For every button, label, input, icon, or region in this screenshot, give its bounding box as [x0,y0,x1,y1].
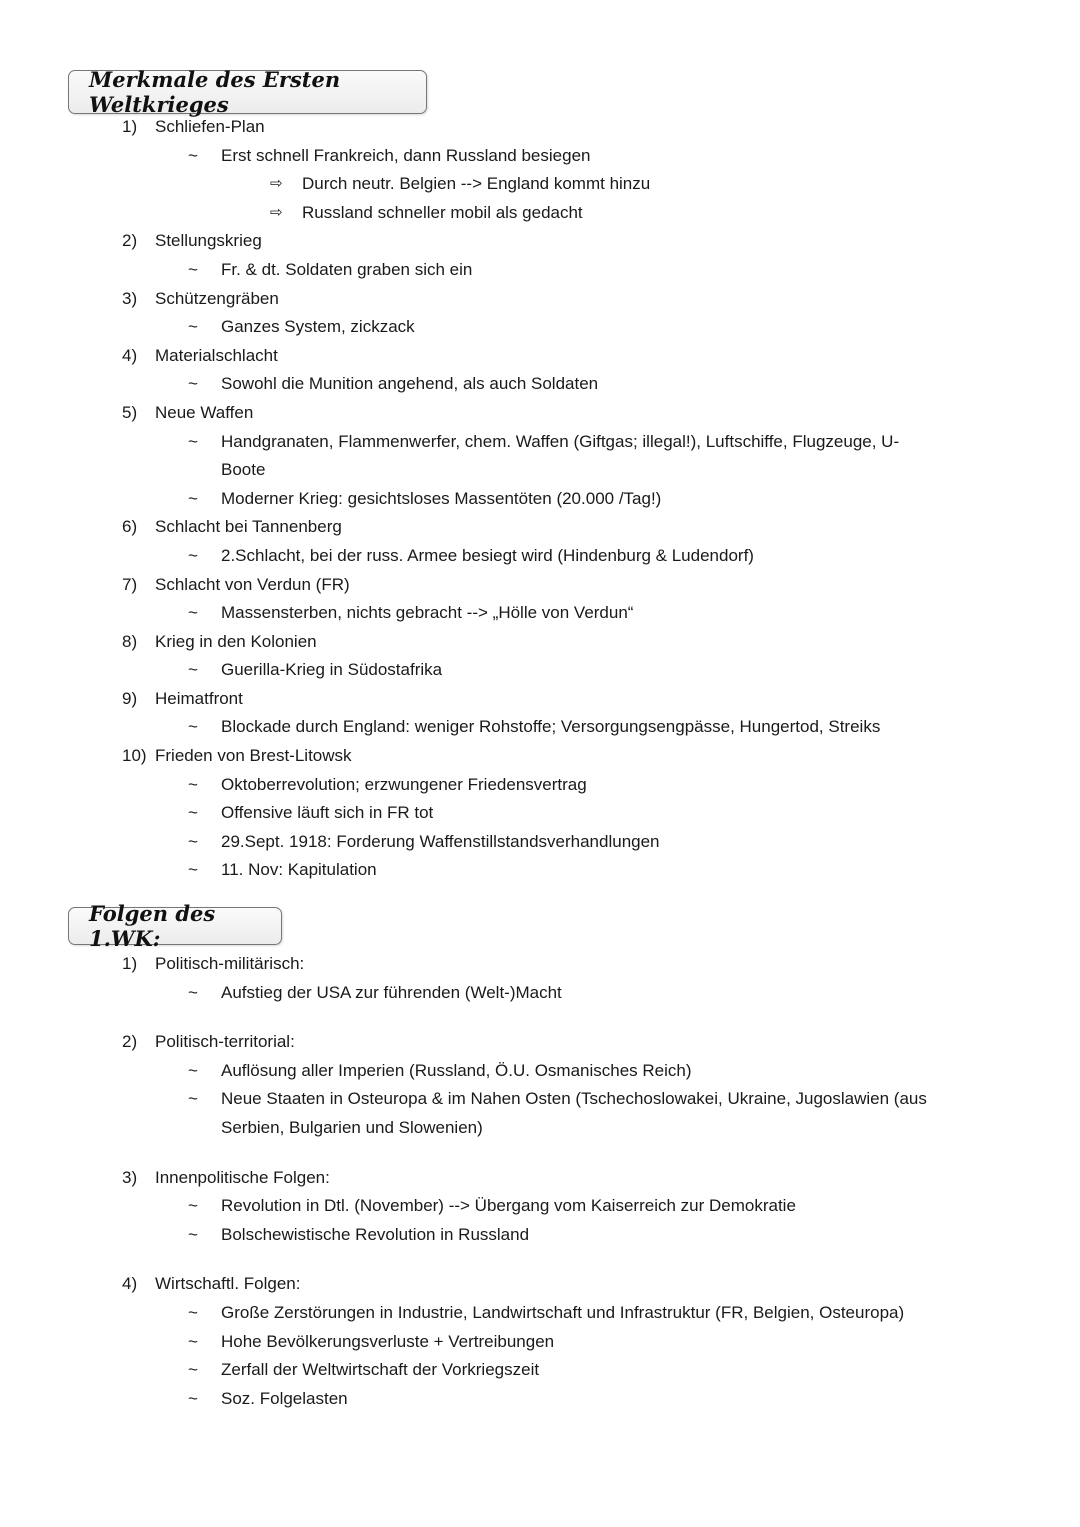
sub-item [0,1192,1080,1221]
sub-item [0,979,1080,1008]
sub-item-continuation [0,456,1080,485]
item-label: Innenpolitische Folgen: [155,1167,330,1187]
list-item [0,227,1080,256]
sub-item [0,313,1080,342]
item-label: Schlacht bei Tannenberg [155,517,342,537]
sub-item-text: Aufstieg der USA zur führenden (Welt-)Macht [221,982,562,1002]
tilde-bullet-icon: ~ [188,431,198,451]
item-number: 8) [122,631,138,651]
list-item [0,1028,1080,1057]
sub-item-text: Blockade durch England: weniger Rohstoffe; Versorgungsengpässe, Hungertod, Streiks [221,717,881,737]
item-number: 2) [122,1032,138,1052]
item-number: 1) [122,117,138,136]
arrow-item [0,170,1080,199]
item-label: Stellungskrieg [155,231,262,251]
tilde-bullet-icon: ~ [188,1302,198,1322]
sub-item-text: 2.Schlacht, bei der russ. Armee besiegt wird (Hindenburg & Ludendorf) [221,545,754,565]
arrow-right-icon: ⇨ [270,175,283,193]
item-number: 2) [122,231,138,251]
sub-item [0,799,1080,828]
item-number: 1) [122,954,138,973]
sub-item-text: Revolution in Dtl. (November) --> Übergang vom Kaiserreich zur Demokratie [221,1196,796,1216]
tilde-bullet-icon: ~ [188,1224,198,1244]
tilde-bullet-icon: ~ [188,860,198,880]
item-number: 9) [122,688,138,708]
list-item [0,571,1080,600]
arrow-item [0,199,1080,228]
list-item [0,399,1080,428]
item-number: 10) [122,746,147,766]
item-label: Wirtschaftl. Folgen: [155,1274,301,1294]
sub-item-text: Serbien, Bulgarien und Slowenien) [221,1117,483,1137]
sub-item [0,542,1080,571]
list-item [0,285,1080,314]
sub-item [0,1221,1080,1250]
sub-item [0,428,1080,457]
sub-item-text: 11. Nov: Kapitulation [221,860,377,880]
item-number: 4) [122,345,138,365]
sub-item [0,1299,1080,1328]
sub-item [0,1385,1080,1414]
sub-item-text: Große Zerstörungen in Industrie, Landwirtschaft und Infrastruktur (FR, Belgien, Osteuropa) [221,1302,905,1322]
sub-item-text: Handgranaten, Flammenwerfer, chem. Waffen (Giftgas; illegal!), Luftschiffe, Flugzeuge, U- [221,431,900,451]
item-label: Materialschlacht [155,345,278,365]
sub-item-text: 29.Sept. 1918: Forderung Waffenstillstandsverhandlungen [221,831,660,851]
arrow-item-text: Durch neutr. Belgien --> England kommt hinzu [302,174,651,194]
sub-item-text: Zerfall der Weltwirtschaft der Vorkriegszeit [221,1360,540,1380]
tilde-bullet-icon: ~ [188,1060,198,1080]
sub-item [0,713,1080,742]
sub-item [0,485,1080,514]
item-label: Heimatfront [155,688,243,708]
list-item [0,1270,1080,1299]
tilde-bullet-icon: ~ [188,982,198,1002]
item-number: 7) [122,574,138,594]
sub-item [0,1085,1080,1114]
tilde-bullet-icon: ~ [188,1388,198,1408]
item-label: Schützengräben [155,288,279,308]
sub-item [0,828,1080,857]
item-number: 6) [122,517,138,537]
arrow-right-icon: ⇨ [270,203,283,221]
tilde-bullet-icon: ~ [188,259,198,279]
sub-item [0,142,1080,171]
tilde-bullet-icon: ~ [188,803,198,823]
section-heading-folgen: Folgen des 1.WK: [68,907,282,945]
sub-item-text: Guerilla-Krieg in Südostafrika [221,660,443,680]
sub-item [0,1057,1080,1086]
tilde-bullet-icon: ~ [188,603,198,623]
sub-item-text: Hohe Bevölkerungsverluste + Vertreibungen [221,1331,555,1351]
list-item [0,1164,1080,1193]
sub-item-text: Erst schnell Frankreich, dann Russland besiegen [221,145,591,165]
sub-item [0,1356,1080,1385]
sub-item [0,599,1080,628]
item-label: Politisch-militärisch: [155,954,305,973]
item-label: Neue Waffen [155,402,254,422]
list-item [0,685,1080,714]
sub-item-text: Ganzes System, zickzack [221,317,415,337]
sub-item-text: Offensive läuft sich in FR tot [221,803,434,823]
item-number: 3) [122,1167,138,1187]
list-item [0,742,1080,771]
sub-item-text: Auflösung aller Imperien (Russland, Ö.U. Osmanisches Reich) [221,1060,692,1080]
list-item [0,342,1080,371]
section-list-merkmale [0,113,1080,885]
sub-item-text: Boote [221,460,266,480]
sub-item [0,256,1080,285]
section-heading-merkmale: Merkmale des Ersten Weltkrieges [68,70,427,114]
sub-item-text: Massensterben, nichts gebracht --> „Hölle von Verdun“ [221,603,634,623]
sub-item [0,1328,1080,1357]
tilde-bullet-icon: ~ [188,545,198,565]
list-item [0,113,1080,142]
sub-item-text: Bolschewistische Revolution in Russland [221,1224,530,1244]
sub-item-text: Oktoberrevolution; erzwungener Friedensvertrag [221,774,587,794]
section-list-folgen [0,950,1080,1413]
item-label: Krieg in den Kolonien [155,631,317,651]
arrow-item-text: Russland schneller mobil als gedacht [302,202,583,222]
tilde-bullet-icon: ~ [188,774,198,794]
tilde-bullet-icon: ~ [188,660,198,680]
tilde-bullet-icon: ~ [188,831,198,851]
list-item [0,950,1080,979]
tilde-bullet-icon: ~ [188,1196,198,1216]
sub-item-text: Sowohl die Munition angehend, als auch Soldaten [221,374,599,394]
item-label: Schliefen-Plan [155,117,265,136]
tilde-bullet-icon: ~ [188,145,198,165]
sub-item-text: Neue Staaten in Osteuropa & im Nahen Osten (Tschechoslowakei, Ukraine, Jugoslawien (aus [221,1089,927,1109]
tilde-bullet-icon: ~ [188,317,198,337]
item-number: 5) [122,402,138,422]
item-label: Schlacht von Verdun (FR) [155,574,350,594]
list-item [0,513,1080,542]
sub-item-text: Fr. & dt. Soldaten graben sich ein [221,259,473,279]
tilde-bullet-icon: ~ [188,488,198,508]
sub-item [0,856,1080,885]
sub-item [0,370,1080,399]
tilde-bullet-icon: ~ [188,1360,198,1380]
tilde-bullet-icon: ~ [188,1089,198,1109]
item-label: Politisch-territorial: [155,1032,295,1052]
item-label: Frieden von Brest-Litowsk [155,746,352,766]
sub-item [0,771,1080,800]
item-number: 4) [122,1274,138,1294]
item-number: 3) [122,288,138,308]
tilde-bullet-icon: ~ [188,717,198,737]
sub-item-text: Moderner Krieg: gesichtsloses Massentöten (20.000 /Tag!) [221,488,662,508]
list-item [0,628,1080,657]
sub-item [0,656,1080,685]
sub-item-continuation [0,1114,1080,1143]
sub-item-text: Soz. Folgelasten [221,1388,348,1408]
tilde-bullet-icon: ~ [188,374,198,394]
tilde-bullet-icon: ~ [188,1331,198,1351]
